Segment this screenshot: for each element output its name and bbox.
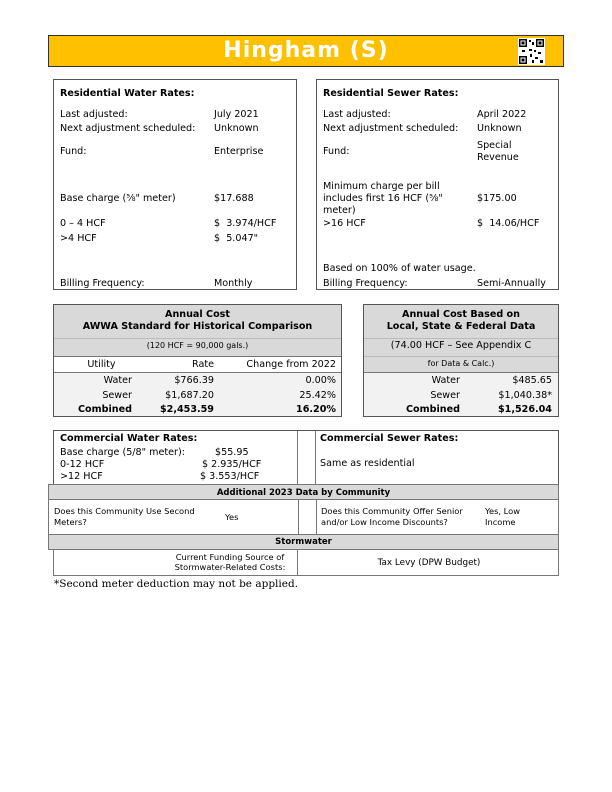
residential-sewer-title: Residential Sewer Rates: — [323, 88, 459, 99]
water-billing-label: Billing Frequency: — [60, 278, 145, 289]
local-row-combined-utility: Combined — [406, 404, 460, 415]
discount-answer: Yes, Low Income — [485, 506, 521, 527]
awwa-header-change: Change from 2022 — [246, 359, 336, 370]
water-fund-value: Enterprise — [214, 146, 264, 157]
water-base-charge-value: $17.688 — [214, 193, 254, 204]
local-title-line1: Annual Cost Based on — [402, 309, 520, 320]
water-last-adjusted-label: Last adjusted: — [60, 109, 128, 120]
local-row-combined-rate: $1,526.04 — [497, 404, 552, 415]
stormwater-header — [48, 535, 559, 550]
local-row-water-rate: $485.65 — [512, 375, 552, 386]
stormwater-funding-value: Tax Levy (DPW Budget) — [377, 558, 481, 568]
water-next-adjust-value: Unknown — [214, 123, 259, 134]
awwa-row-combined-utility: Combined — [78, 404, 132, 415]
sewer-next-adjust-value: Unknown — [477, 123, 522, 134]
water-fund-label: Fund: — [60, 146, 87, 157]
awwa-row-sewer-rate: $1,687.20 — [165, 390, 214, 401]
awwa-row-water-change: 0.00% — [305, 375, 336, 386]
water-tier2-label: >4 HCF — [60, 233, 97, 244]
local-row-sewer-rate: $1,040.38* — [498, 390, 552, 401]
local-subtitle-line2: for Data & Calc.) — [427, 359, 495, 368]
sewer-fund-label: Fund: — [323, 146, 350, 157]
commercial-tier1-value: $ 2.935/HCF — [202, 459, 262, 470]
water-base-charge-label: Base charge (⅝" meter) — [60, 193, 176, 204]
commercial-base-value: $55.95 — [215, 447, 249, 458]
awwa-row-water-utility: Water — [103, 375, 132, 386]
sewer-min-charge-label: Minimum charge per bill includes first 16 HCF (⅝" meter) — [323, 181, 443, 216]
sewer-basis-note: Based on 100% of water usage. — [323, 263, 476, 274]
water-tier2-value: $ 5.047" — [214, 233, 259, 244]
commercial-water-title: Commercial Water Rates: — [60, 433, 198, 444]
awwa-row-combined-change: 16.20% — [296, 404, 336, 415]
awwa-table-body — [54, 373, 341, 416]
stormwater-row — [53, 550, 559, 576]
qr-code-icon — [518, 38, 545, 65]
stormwater-title: Stormwater — [275, 537, 332, 547]
awwa-subtitle: (120 HCF = 90,000 gals.) — [146, 341, 249, 350]
residential-water-title: Residential Water Rates: — [60, 88, 195, 99]
sewer-billing-label: Billing Frequency: — [323, 278, 408, 289]
awwa-header-utility: Utility — [87, 359, 116, 370]
awwa-cost-table — [53, 304, 342, 417]
awwa-row-combined-rate: $2,453.59 — [159, 404, 214, 415]
awwa-row-sewer-utility: Sewer — [102, 390, 132, 401]
water-billing-value: Monthly — [214, 278, 253, 289]
awwa-header-rate: Rate — [192, 359, 214, 370]
commercial-sewer-value: Same as residential — [320, 458, 415, 469]
water-next-adjust-label: Next adjustment scheduled: — [60, 123, 196, 134]
commercial-base-label: Base charge (5/8" meter): — [60, 447, 185, 458]
commercial-tier2-value: $ 3.553/HCF — [200, 471, 260, 482]
commercial-sewer-title: Commercial Sewer Rates: — [320, 433, 459, 444]
commercial-tier1-label: 0-12 HCF — [60, 459, 105, 470]
sewer-tier-value: $ 14.06/HCF — [477, 218, 540, 229]
second-meter-footnote: *Second meter deduction may not be applied. — [54, 578, 299, 590]
page-title: Hingham (S) — [223, 38, 389, 63]
awwa-row-water-rate: $766.39 — [174, 375, 214, 386]
local-table-body — [364, 373, 558, 416]
local-row-sewer-utility: Sewer — [430, 390, 460, 401]
additional-data-header — [48, 484, 559, 500]
water-last-adjusted-value: July 2021 — [214, 109, 259, 120]
page-header — [48, 35, 564, 67]
commercial-tier2-label: >12 HCF — [60, 471, 103, 482]
local-row-water-utility: Water — [431, 375, 460, 386]
water-tier1-label: 0 – 4 HCF — [60, 218, 106, 229]
sewer-fund-value: Special Revenue — [477, 140, 519, 163]
awwa-title-line1: Annual Cost — [165, 309, 230, 320]
second-meter-question: Does this Community Use Second Meters? — [54, 506, 195, 527]
residential-water-box — [53, 79, 297, 290]
second-meter-answer: Yes — [225, 512, 239, 522]
additional-data-title: Additional 2023 Data by Community — [216, 488, 391, 498]
sewer-billing-value: Semi-Annually — [477, 278, 546, 289]
sewer-next-adjust-label: Next adjustment scheduled: — [323, 123, 459, 134]
stormwater-funding-label: Current Funding Source of Stormwater-Related Costs: — [174, 552, 286, 572]
local-title-line2: Local, State & Federal Data — [386, 321, 536, 332]
awwa-title-line2: AWWA Standard for Historical Comparison — [82, 321, 313, 332]
additional-data-row — [48, 500, 559, 535]
awwa-table-header — [54, 305, 341, 356]
local-subtitle-line1: (74.00 HCF – See Appendix C — [390, 340, 532, 351]
residential-sewer-box — [316, 79, 559, 290]
discount-question: Does this Community Offer Senior and/or Low Income Discounts? — [321, 506, 463, 527]
awwa-row-sewer-change: 25.42% — [299, 390, 336, 401]
local-cost-table — [363, 304, 559, 417]
sewer-last-adjusted-label: Last adjusted: — [323, 109, 391, 120]
sewer-tier-label: >16 HCF — [323, 218, 366, 229]
sewer-min-charge-value: $175.00 — [477, 193, 517, 204]
sewer-last-adjusted-value: April 2022 — [477, 109, 527, 120]
water-tier1-value: $ 3.974/HCF — [214, 218, 277, 229]
